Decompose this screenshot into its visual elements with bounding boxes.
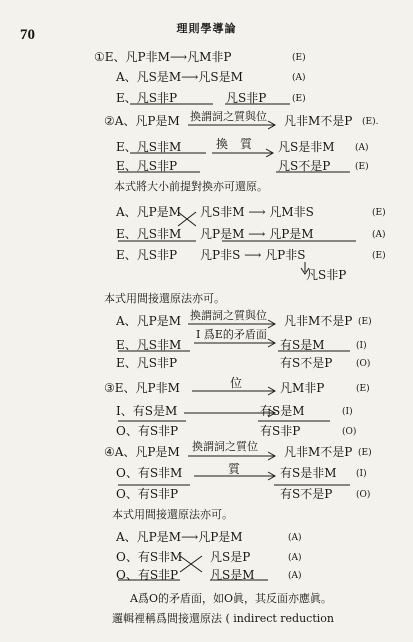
row-11-step: I 爲E的矛盾面 bbox=[196, 328, 267, 341]
row-14-result: 有S是M bbox=[260, 404, 305, 418]
row-4-premise: ②A、凡P是M bbox=[104, 114, 180, 128]
footnote-2: 邏輯裡稱爲間接還原法 ( indirect reduction bbox=[112, 612, 334, 625]
row-9-conclusion: 凡S非P bbox=[306, 268, 347, 282]
row-21-premise: O、有S非P bbox=[116, 568, 179, 582]
row-18-premise: O、有S非P bbox=[116, 487, 179, 501]
row-18-mark: (O) bbox=[356, 490, 371, 500]
page-number: 70 bbox=[20, 27, 35, 43]
row-12-premise: E、凡S非P bbox=[116, 356, 178, 370]
row-7-premise: A、凡P是M bbox=[116, 205, 182, 219]
row-14-mark: (I) bbox=[342, 407, 353, 417]
row-2-mark: (A) bbox=[292, 73, 306, 83]
row-15-premise: O、有S非P bbox=[116, 424, 179, 438]
row-19-mark: (A) bbox=[288, 533, 302, 543]
row-1-formula: ①E、凡P非M⟶凡M非P bbox=[94, 50, 232, 64]
row-3-premise: E、凡S非P bbox=[116, 91, 178, 105]
row-10-mark: (E) bbox=[358, 317, 372, 327]
row-17-result: 有S是非M bbox=[280, 466, 337, 480]
row-9-premise: E、凡S非P bbox=[116, 248, 178, 262]
row-16-premise: ④A、凡P是M bbox=[104, 445, 180, 459]
row-12-mark: (O) bbox=[356, 359, 371, 369]
row-16-result: 凡非M不是P bbox=[284, 445, 353, 459]
row-3-mark: (E) bbox=[292, 94, 306, 104]
row-10-premise: A、凡P是M bbox=[116, 314, 182, 328]
row-18-result: 有S不是P bbox=[280, 487, 333, 501]
row-13-premise: ③E、凡P非M bbox=[104, 381, 180, 395]
row-8-mark: (A) bbox=[372, 230, 386, 240]
row-5-mark: (A) bbox=[355, 143, 369, 153]
page-header: 理則學導論 bbox=[176, 22, 237, 35]
row-16-mark: (E) bbox=[358, 448, 372, 458]
row-6-mark: (E) bbox=[355, 162, 369, 172]
row-8-premise: E、凡S非M bbox=[116, 227, 182, 241]
row-1-mark: (E) bbox=[292, 53, 306, 63]
row-4-mark: (E). bbox=[362, 117, 379, 127]
row-20-premise: O、有S非M bbox=[116, 550, 183, 564]
row-3-result: 凡S非P bbox=[226, 91, 267, 105]
footnote-1: A爲O的矛盾面，如O眞，其反面亦應眞。 bbox=[130, 592, 332, 605]
row-2-formula: A、凡S是M⟶凡S是M bbox=[116, 70, 243, 84]
row-4-step: 換謂詞之質與位 bbox=[190, 110, 267, 123]
row-5-step: 換 質 bbox=[216, 137, 253, 151]
row-13-mark: (E) bbox=[356, 384, 370, 394]
row-11-premise: E、凡S非M bbox=[116, 338, 182, 352]
row-21-result: 凡S是M bbox=[210, 568, 255, 582]
row-8-result: 凡P是M ⟶ 凡P是M bbox=[200, 227, 314, 241]
row-5-result: 凡S是非M bbox=[278, 140, 335, 154]
row-20-mark: (A) bbox=[288, 553, 302, 563]
row-6-result: 凡S不是P bbox=[278, 159, 331, 173]
row-16-step: 換謂詞之質位 bbox=[192, 440, 258, 453]
row-17-mark: (I) bbox=[356, 469, 367, 479]
row-17-premise: O、有S非M bbox=[116, 466, 183, 480]
row-7-mark: (E) bbox=[372, 208, 386, 218]
row-9-result: 凡P非S ⟶ 凡P非S bbox=[200, 248, 306, 262]
row-13-result: 凡M非P bbox=[280, 381, 325, 395]
row-15-mark: (O) bbox=[342, 427, 357, 437]
row-12-result: 有S不是P bbox=[280, 356, 333, 370]
row-10-result: 凡非M不是P bbox=[284, 314, 353, 328]
row-20-result: 凡S是P bbox=[210, 550, 251, 564]
note-1: 本式將大小前提對換亦可還原。 bbox=[114, 180, 268, 193]
note-3: 本式用間接還原法亦可。 bbox=[112, 508, 233, 521]
row-6-premise: E、凡S非P bbox=[116, 159, 178, 173]
row-9-mark: (E) bbox=[372, 251, 386, 261]
row-14-premise: I、有S是M bbox=[116, 404, 178, 418]
row-17-step: 質 bbox=[228, 462, 241, 476]
row-19-formula: A、凡P是M⟶凡P是M bbox=[116, 530, 243, 544]
row-5-premise: E、凡S非M bbox=[116, 140, 182, 154]
row-15-result: 有S非P bbox=[260, 424, 301, 438]
row-7-result: 凡S非M ⟶ 凡M非S bbox=[200, 205, 314, 219]
row-21-mark: (A) bbox=[288, 571, 302, 581]
row-10-step: 換謂詞之質與位 bbox=[190, 309, 267, 322]
row-4-result: 凡非M不是P bbox=[284, 114, 353, 128]
note-2: 本式用間接還原法亦可。 bbox=[104, 292, 225, 305]
row-11-mark: (I) bbox=[356, 341, 367, 351]
row-13-step: 位 bbox=[230, 376, 243, 390]
row-11-result: 有S是M bbox=[280, 338, 325, 352]
